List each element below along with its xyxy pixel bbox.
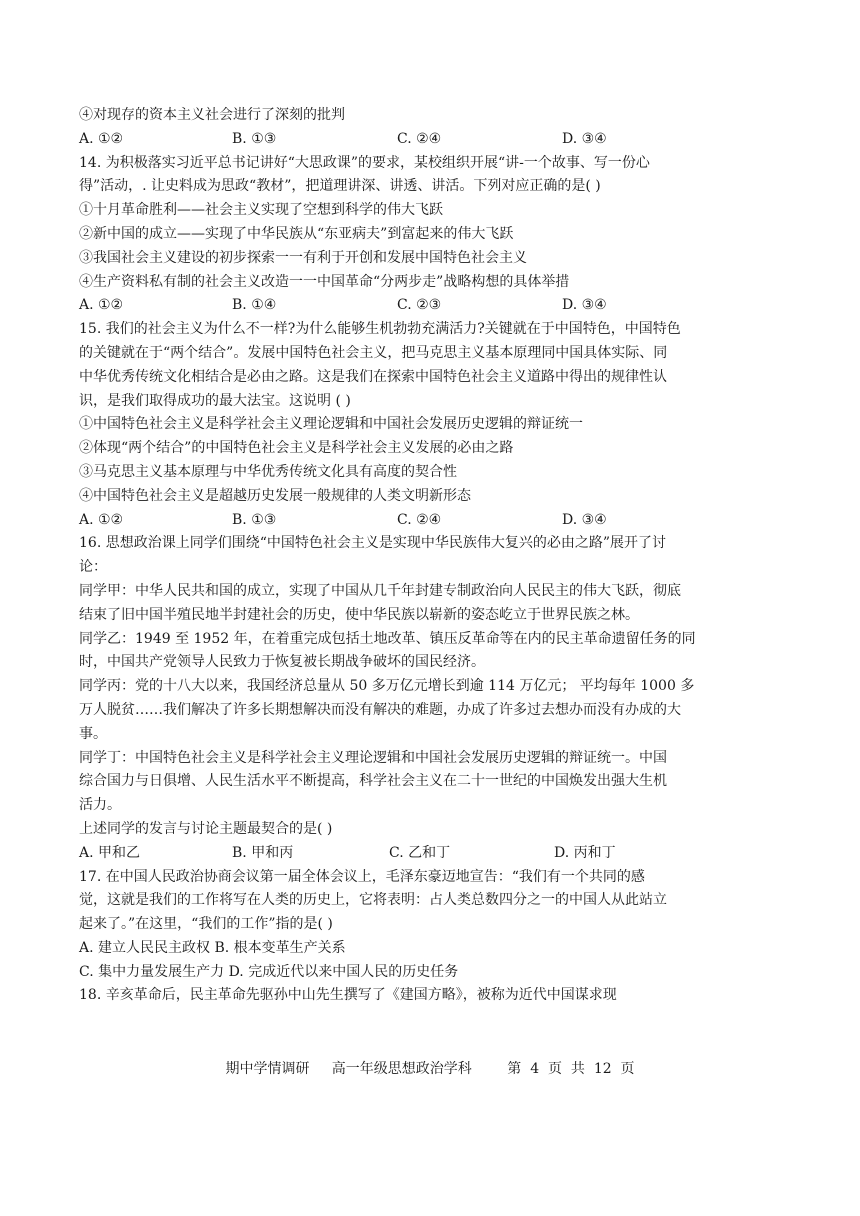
q17-stem-line: 觉，这就是我们的工作将写在人类的历史上，它将表明：占人类总数四分之一的中国人从此站立 [79, 892, 667, 909]
q17-options-cd: C. 集中力量发展生产力 D. 完成近代以来中国人民的历史任务 [79, 963, 459, 980]
q16-option-c: C. 乙和丁 [389, 844, 451, 861]
q15-stem-line: 识，是我们取得成功的最大法宝。这说明 ( ) [79, 392, 351, 409]
q16-statement-line: 事。 [79, 725, 107, 742]
q13-options [79, 128, 784, 152]
q14-option-a: A. ①② [79, 297, 124, 314]
q13-option-c: C. ②④ [397, 130, 442, 147]
q15-stem-line: 的关键就在于“两个结合”。发展中国特色社会主义，把马克思主义基本原理同中国具体实际、同 [79, 344, 668, 361]
q14-stem-line: 14. 为积极落实习近平总书记讲好“大思政课”的要求，某校组织开展“讲-一个故事、写一份心 [79, 154, 650, 171]
q16-statement-line: 同学甲：中华人民共和国的成立，实现了中国从几千年封建专制政治向人民民主的伟大飞跃，彻底 [79, 582, 681, 599]
q14-options [79, 294, 784, 318]
q15-option-c: C. ②④ [397, 511, 442, 528]
q18-stem-line: 18. 辛亥革命后，民主革命先驱孙中山先生撰写了《建国方略》，被称为近代中国谋求现 [79, 987, 617, 1004]
q17-stem-line: 17. 在中国人民政治协商会议第一届全体会议上，毛泽东豪迈地宣告：“我们有一个共同的感 [79, 868, 645, 885]
q16-statement-line: 同学丙：党的十八大以来，我国经济总量从 50 多万亿元增长到逾 114 万亿元； 平均每年 1000 多 [79, 678, 695, 695]
q14-stem-line: 得”活动，. 让史料成为思政“教材”，把道理讲深、讲透、讲活。下列对应正确的是( ) [79, 178, 601, 195]
q16-statement-line: 同学丁：中国特色社会主义是科学社会主义理论逻辑和中国社会发展历史逻辑的辩证统一。中国 [79, 749, 667, 766]
q16-statement-line: 同学乙：1949 至 1952 年，在着重完成包括土地改革、镇压反革命等在内的民主革命遗留任务的同 [79, 630, 696, 647]
q14-item-3: ③我国社会主义建设的初步探索一一有利于开创和发展中国特色社会主义 [79, 249, 527, 266]
q15-item-1: ①中国特色社会主义是科学社会主义理论逻辑和中国社会发展历史逻辑的辩证统一 [79, 416, 583, 433]
q16-stem-line: 16. 思想政治课上同学们围绕“中国特色社会主义是实现中华民族伟大复兴的必由之路”展开了讨 [79, 535, 667, 552]
q16-options [79, 842, 784, 866]
q16-stem-line: 论： [79, 559, 107, 576]
q15-item-4: ④中国特色社会主义是超越历史发展一般规律的人类文明新形态 [79, 487, 471, 504]
q15-item-3: ③马克思主义基本原理与中华优秀传统文化具有高度的契合性 [79, 463, 457, 480]
q13-option-a: A. ①② [79, 130, 124, 147]
q14-option-d: D. ③④ [562, 297, 607, 314]
q15-option-b: B. ①③ [232, 511, 277, 528]
q16-question-line: 上述同学的发言与讨论主题最契合的是( ) [79, 820, 333, 837]
page-content [79, 104, 784, 1008]
q16-option-b: B. 甲和丙 [232, 844, 294, 861]
q15-option-d: D. ③④ [562, 511, 607, 528]
q15-item-2: ②体现“两个结合”的中国特色社会主义是科学社会主义发展的必由之路 [79, 440, 514, 457]
q15-stem-line: 15. 我们的社会主义为什么不一样?为什么能够生机勃勃充满活力?关键就在于中国特色，中国特色 [79, 321, 681, 338]
q14-item-1: ①十月革命胜利——社会主义实现了空想到科学的伟大飞跃 [79, 202, 443, 219]
q15-option-a: A. ①② [79, 511, 124, 528]
q14-item-4: ④生产资料私有制的社会主义改造一一中国革命“分两步走”战略构想的具体举措 [79, 273, 570, 290]
q13-item-4: ④对现存的资本主义社会进行了深刻的批判 [79, 107, 345, 123]
q14-item-2: ②新中国的成立——实现了中华民族从“东亚病夫”到富起来的伟大飞跃 [79, 225, 514, 242]
q14-option-c: C. ②③ [397, 297, 442, 314]
q13-option-d: D. ③④ [562, 130, 607, 147]
q14-option-b: B. ①④ [232, 297, 277, 314]
q17-options-ab: A. 建立人民民主政权 B. 根本变革生产关系 [79, 939, 346, 956]
q16-option-a: A. 甲和乙 [79, 844, 141, 861]
q15-stem-line: 中华优秀传统文化相结合是必由之路。这是我们在探索中国特色社会主义道路中得出的规律性认 [79, 368, 667, 385]
q16-statement-line: 结束了旧中国半殖民地半封建社会的历史，使中华民族以崭新的姿态屹立于世界民族之林。 [79, 606, 639, 623]
q17-stem-line: 起来了。”在这里，“我们的工作”指的是( ) [79, 916, 333, 933]
q16-statement-line: 综合国力与日俱增、人民生活水平不断提高，科学社会主义在二十一世纪的中国焕发出强大生机 [79, 773, 667, 790]
page-footer: 期中学情调研 高一年级思想政治学科 第 4 页 共 12 页 [225, 1061, 635, 1077]
q16-statement-line: 活力。 [79, 797, 121, 814]
q13-option-b: B. ①③ [232, 130, 277, 147]
q15-options [79, 509, 784, 533]
q16-statement-line: 万人脱贫……我们解决了许多长期想解决而没有解决的难题，办成了许多过去想办而没有办成的大 [79, 701, 681, 718]
q16-option-d: D. 丙和丁 [554, 844, 616, 861]
q16-statement-line: 时，中国共产党领导人民致力于恢复被长期战争破坏的国民经济。 [79, 654, 485, 671]
